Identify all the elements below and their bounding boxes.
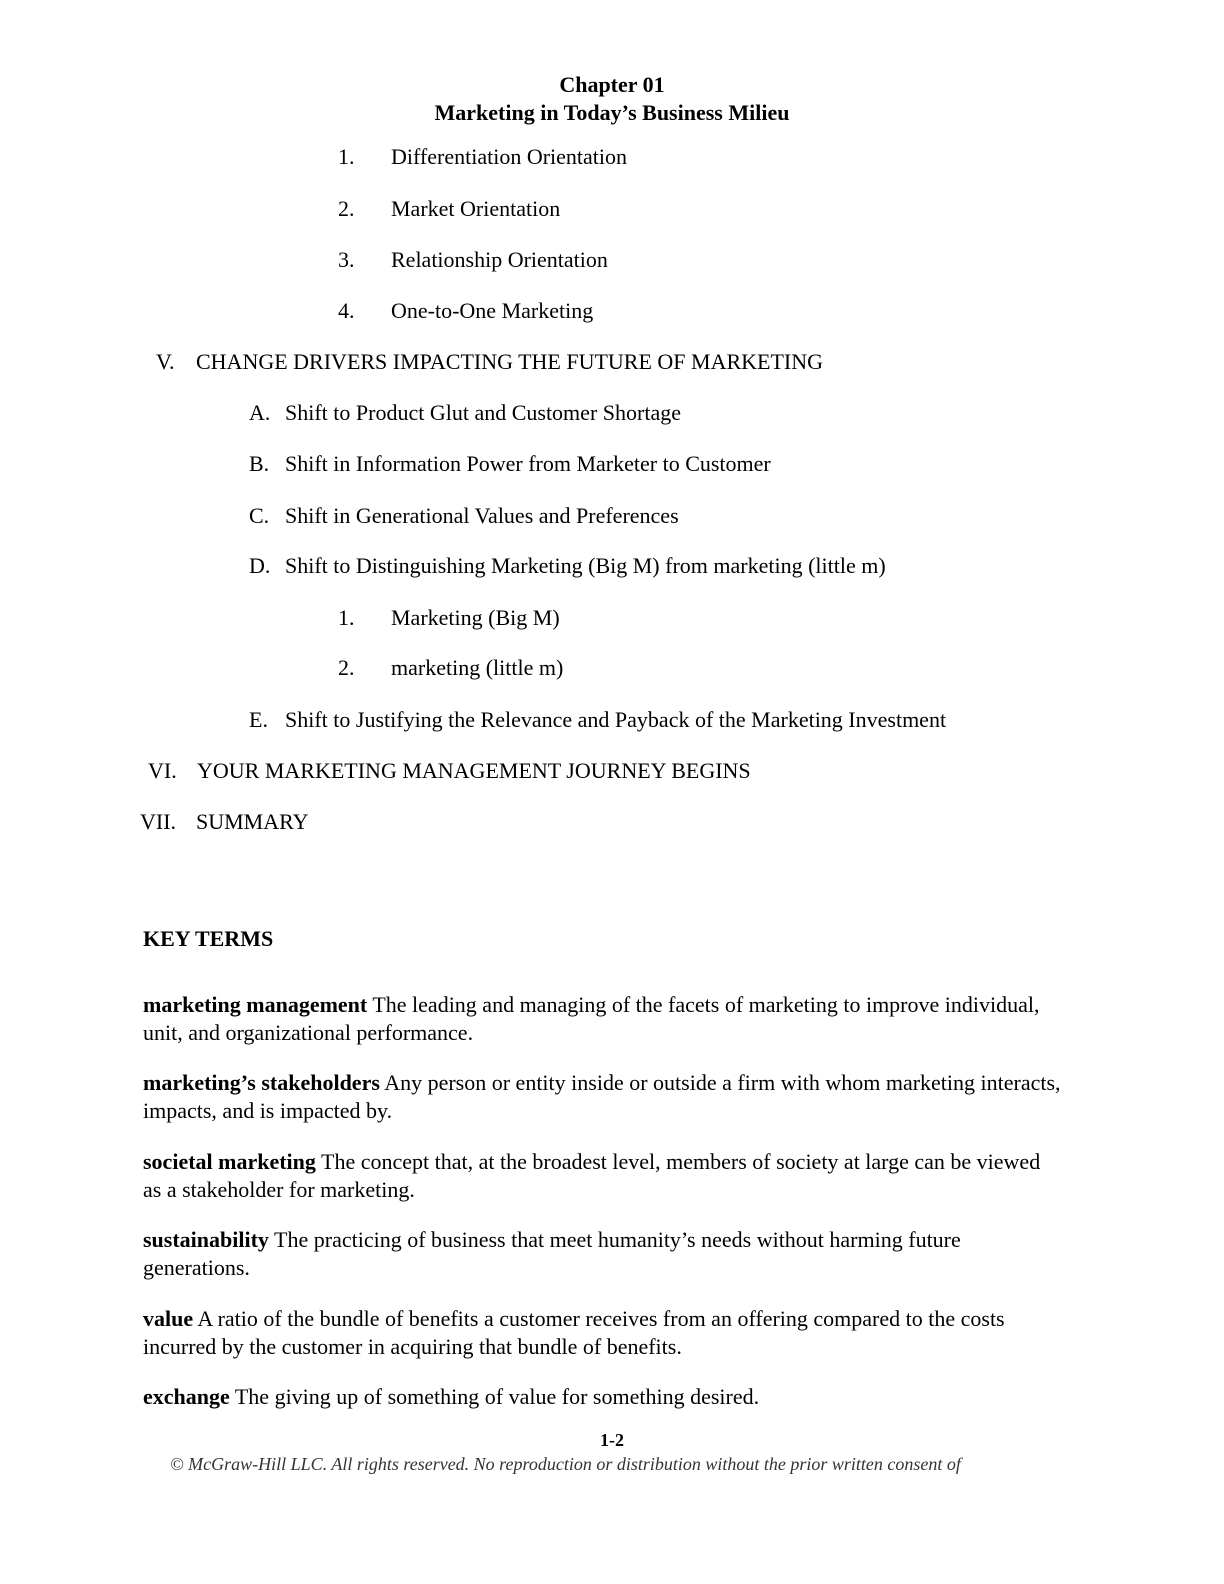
- section-number: VI.: [148, 758, 177, 783]
- term-definition: The leading and managing of the facets of marketing to improve individual, unit, and organizational performance.: [143, 992, 1040, 1045]
- list-item: One-to-One Marketing: [391, 298, 594, 323]
- list-item: Shift to Product Glut and Customer Shortage: [285, 400, 681, 425]
- list-item: Marketing (Big M): [391, 605, 560, 630]
- section-heading: CHANGE DRIVERS IMPACTING THE FUTURE OF MARKETING: [196, 349, 824, 374]
- page-number: 1-2: [600, 1430, 624, 1450]
- key-term: [143, 1069, 1063, 1125]
- term-name: societal marketing: [143, 1149, 316, 1174]
- term-definition: A ratio of the bundle of benefits a customer receives from an offering compared to the costs incurred by the customer in acquiring that bundle of benefits.: [143, 1306, 1005, 1359]
- list-letter: A.: [249, 400, 271, 425]
- list-item: Shift in Information Power from Marketer to Customer: [285, 451, 771, 476]
- list-item: Differentiation Orientation: [391, 144, 628, 169]
- list-item: Shift to Justifying the Relevance and Payback of the Marketing Investment: [285, 707, 947, 732]
- term-name: sustainability: [143, 1227, 269, 1252]
- key-term: [143, 1383, 1063, 1411]
- key-term: [143, 1305, 1063, 1361]
- list-item: Shift to Distinguishing Marketing (Big M) from marketing (little m): [285, 553, 886, 578]
- key-terms-heading: KEY TERMS: [143, 926, 274, 951]
- list-item: Relationship Orientation: [391, 247, 608, 272]
- term-name: marketing’s stakeholders: [143, 1070, 380, 1095]
- key-term: [143, 1226, 1063, 1282]
- copyright-notice: © McGraw-Hill LLC. All rights reserved. No reproduction or distribution without the prior written consent of: [170, 1454, 961, 1474]
- list-letter: E.: [249, 707, 268, 732]
- list-number: 2.: [338, 196, 355, 221]
- section-number: V.: [156, 349, 175, 374]
- term-name: exchange: [143, 1384, 230, 1409]
- key-term: [143, 1148, 1063, 1204]
- list-letter: D.: [249, 553, 271, 578]
- term-definition: The concept that, at the broadest level, members of society at large can be viewed as a stakeholder for marketing.: [143, 1149, 1041, 1202]
- term-name: value: [143, 1306, 194, 1331]
- list-item: Market Orientation: [391, 196, 561, 221]
- list-letter: B.: [249, 451, 270, 476]
- list-item: marketing (little m): [391, 655, 564, 680]
- term-definition: Any person or entity inside or outside a firm with whom marketing interacts, impacts, and is impacted by.: [143, 1070, 1061, 1123]
- list-letter: C.: [249, 503, 270, 528]
- chapter-number: Chapter 01: [559, 72, 665, 97]
- section-number: VII.: [140, 809, 177, 834]
- term-definition: The giving up of something of value for something desired.: [229, 1384, 760, 1409]
- list-number: 3.: [338, 247, 355, 272]
- list-number: 1.: [338, 144, 355, 169]
- term-name: marketing management: [143, 992, 368, 1017]
- section-heading: SUMMARY: [196, 809, 309, 834]
- term-definition: The practicing of business that meet humanity’s needs without harming future generations.: [143, 1227, 961, 1280]
- list-number: 2.: [338, 655, 355, 680]
- section-heading: YOUR MARKETING MANAGEMENT JOURNEY BEGINS: [197, 758, 751, 783]
- key-term: [143, 991, 1063, 1047]
- chapter-title: Marketing in Today’s Business Milieu: [434, 100, 790, 125]
- list-number: 4.: [338, 298, 355, 323]
- list-item: Shift in Generational Values and Preferences: [285, 503, 679, 528]
- list-number: 1.: [338, 605, 355, 630]
